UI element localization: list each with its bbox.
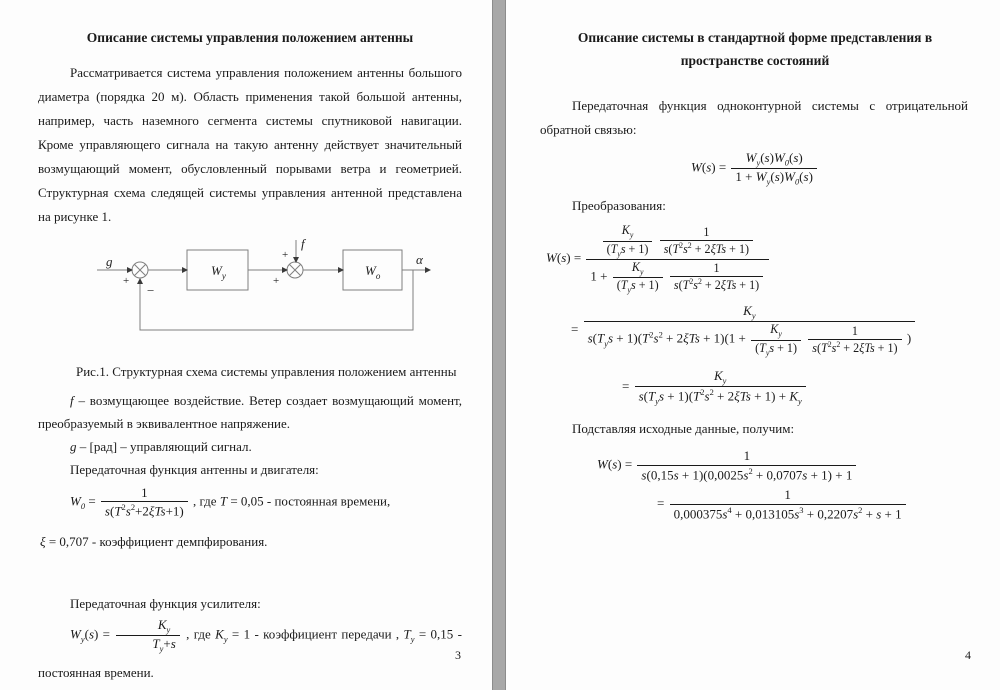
left-paragraph-intro: Рассматривается система управления положением антенны большого диаметра (порядка 20 м). Область применения такой большой антенны, например, часть наземного сегмента системы спутниковой навигации. Кроме управляющего сигнала на такую антенну действует значительный возмущающий момент, обусловленный порывами ветра и геометрией. Структурная схема следящей системы управления антенной представлена на рисунке 1.	[38, 65, 462, 224]
equation-w0: $W_0$ = $\frac{1}{s(T^2s^2+2\xi Ts+1)}$ , где T = 0,05 - постоянная времени,	[70, 485, 391, 519]
arrowhead-icon	[137, 278, 143, 284]
page-4	[506, 0, 1000, 690]
figure-sum1-minus: −	[147, 283, 155, 298]
figure-caption: Рис.1. Структурная схема системы управления положением антенны	[76, 364, 457, 379]
page-3	[0, 0, 492, 690]
paragraph-disturbance: f – возмущающее воздействие. Ветер создает возмущающий момент, преобразуемый в эквивалентное напряжение.	[38, 393, 462, 431]
right-paragraph-intro: Передаточная функция одноконтурной системы с отрицательной обратной связью:	[540, 98, 968, 137]
figure-sum2-plus-top: +	[282, 249, 289, 261]
equation-step2: = $K_y$ $s(T_ys + 1)(T^2s^2 + 2\xi Ts + 1)(1$ + $\frac{K_y}{(T_ys + 1)}$ $\frac{1}{s(T^2s^2 + 2\xi Ts + 1)}$ )	[571, 303, 1000, 358]
right-page-title: Описание системы в стандартной форме представления в пространстве состояний	[577, 30, 933, 68]
equation-wy: $W_y(s)$ = $\frac{K_y}{T_y+s}$ , где $K_y = 1$ - коэффициент передачи , $T_y = 0,15$ - постоянная времени.	[38, 616, 462, 681]
label-substitution: Подставляя исходные данные, получим:	[572, 421, 795, 437]
left-page-title: Описание системы управления положением антенны	[86, 30, 414, 45]
equation-step3: = $\frac{K_y}{s(T_ys + 1)(T^2s^2 + 2\xi Ts + 1) + K_y}$	[622, 368, 1000, 407]
page-number-right: 4	[965, 648, 971, 662]
page-number-left: 3	[455, 648, 461, 662]
page-gap-divider	[492, 0, 506, 690]
label-transformations: Преобразования:	[572, 198, 666, 214]
figure-output-label: α	[416, 252, 423, 267]
equation-numeric-1: W(s) = $\frac{1}{s(0,15s + 1)(0,0025s^2 + 0,0707s + 1) + 1}$	[597, 448, 1000, 483]
equation-xi: ξ = 0,707 - коэффициент демпфирования.	[40, 533, 268, 549]
figure-plant-label: $W_o$	[365, 263, 381, 281]
equation-closed-loop: W(s) = $\frac{W_y(s)W_0(s)}{1 + W_y(s)W_0(s)}$	[691, 150, 1000, 187]
equation-numeric-2: = $\frac{1}{0,000375s^4 + 0,013105s^3 + 0,2207s^2 + s + 1}$	[657, 487, 1000, 522]
figure-sum1-plus: +	[123, 275, 130, 287]
label-amplifier-tf: Передаточная функция усилителя:	[70, 595, 261, 611]
figure-amplifier-label: $W_y$	[211, 263, 226, 281]
figure-sum2-plus-left: +	[273, 275, 280, 287]
figure-input-label: g	[106, 254, 113, 269]
paragraph-control-signal: g – [рад] – управляющий сигнал.	[70, 439, 252, 454]
arrowhead-icon	[425, 267, 431, 273]
label-plant-tf: Передаточная функция антенны и двигателя:	[70, 462, 319, 477]
equation-expanded: W(s) = $\frac{K_y}{(T_ys + 1)}$ $\frac{1}{s(T^2s^2 + 2\xi Ts + 1)}$ 1 + $\frac{K_y}{(T_ys + 1)}$ $\frac{1}{s(T^2s^2 + 2\xi Ts + 1)}$	[546, 223, 1000, 295]
figure-block-diagram	[70, 237, 450, 357]
figure-disturbance-label: f	[301, 237, 305, 251]
